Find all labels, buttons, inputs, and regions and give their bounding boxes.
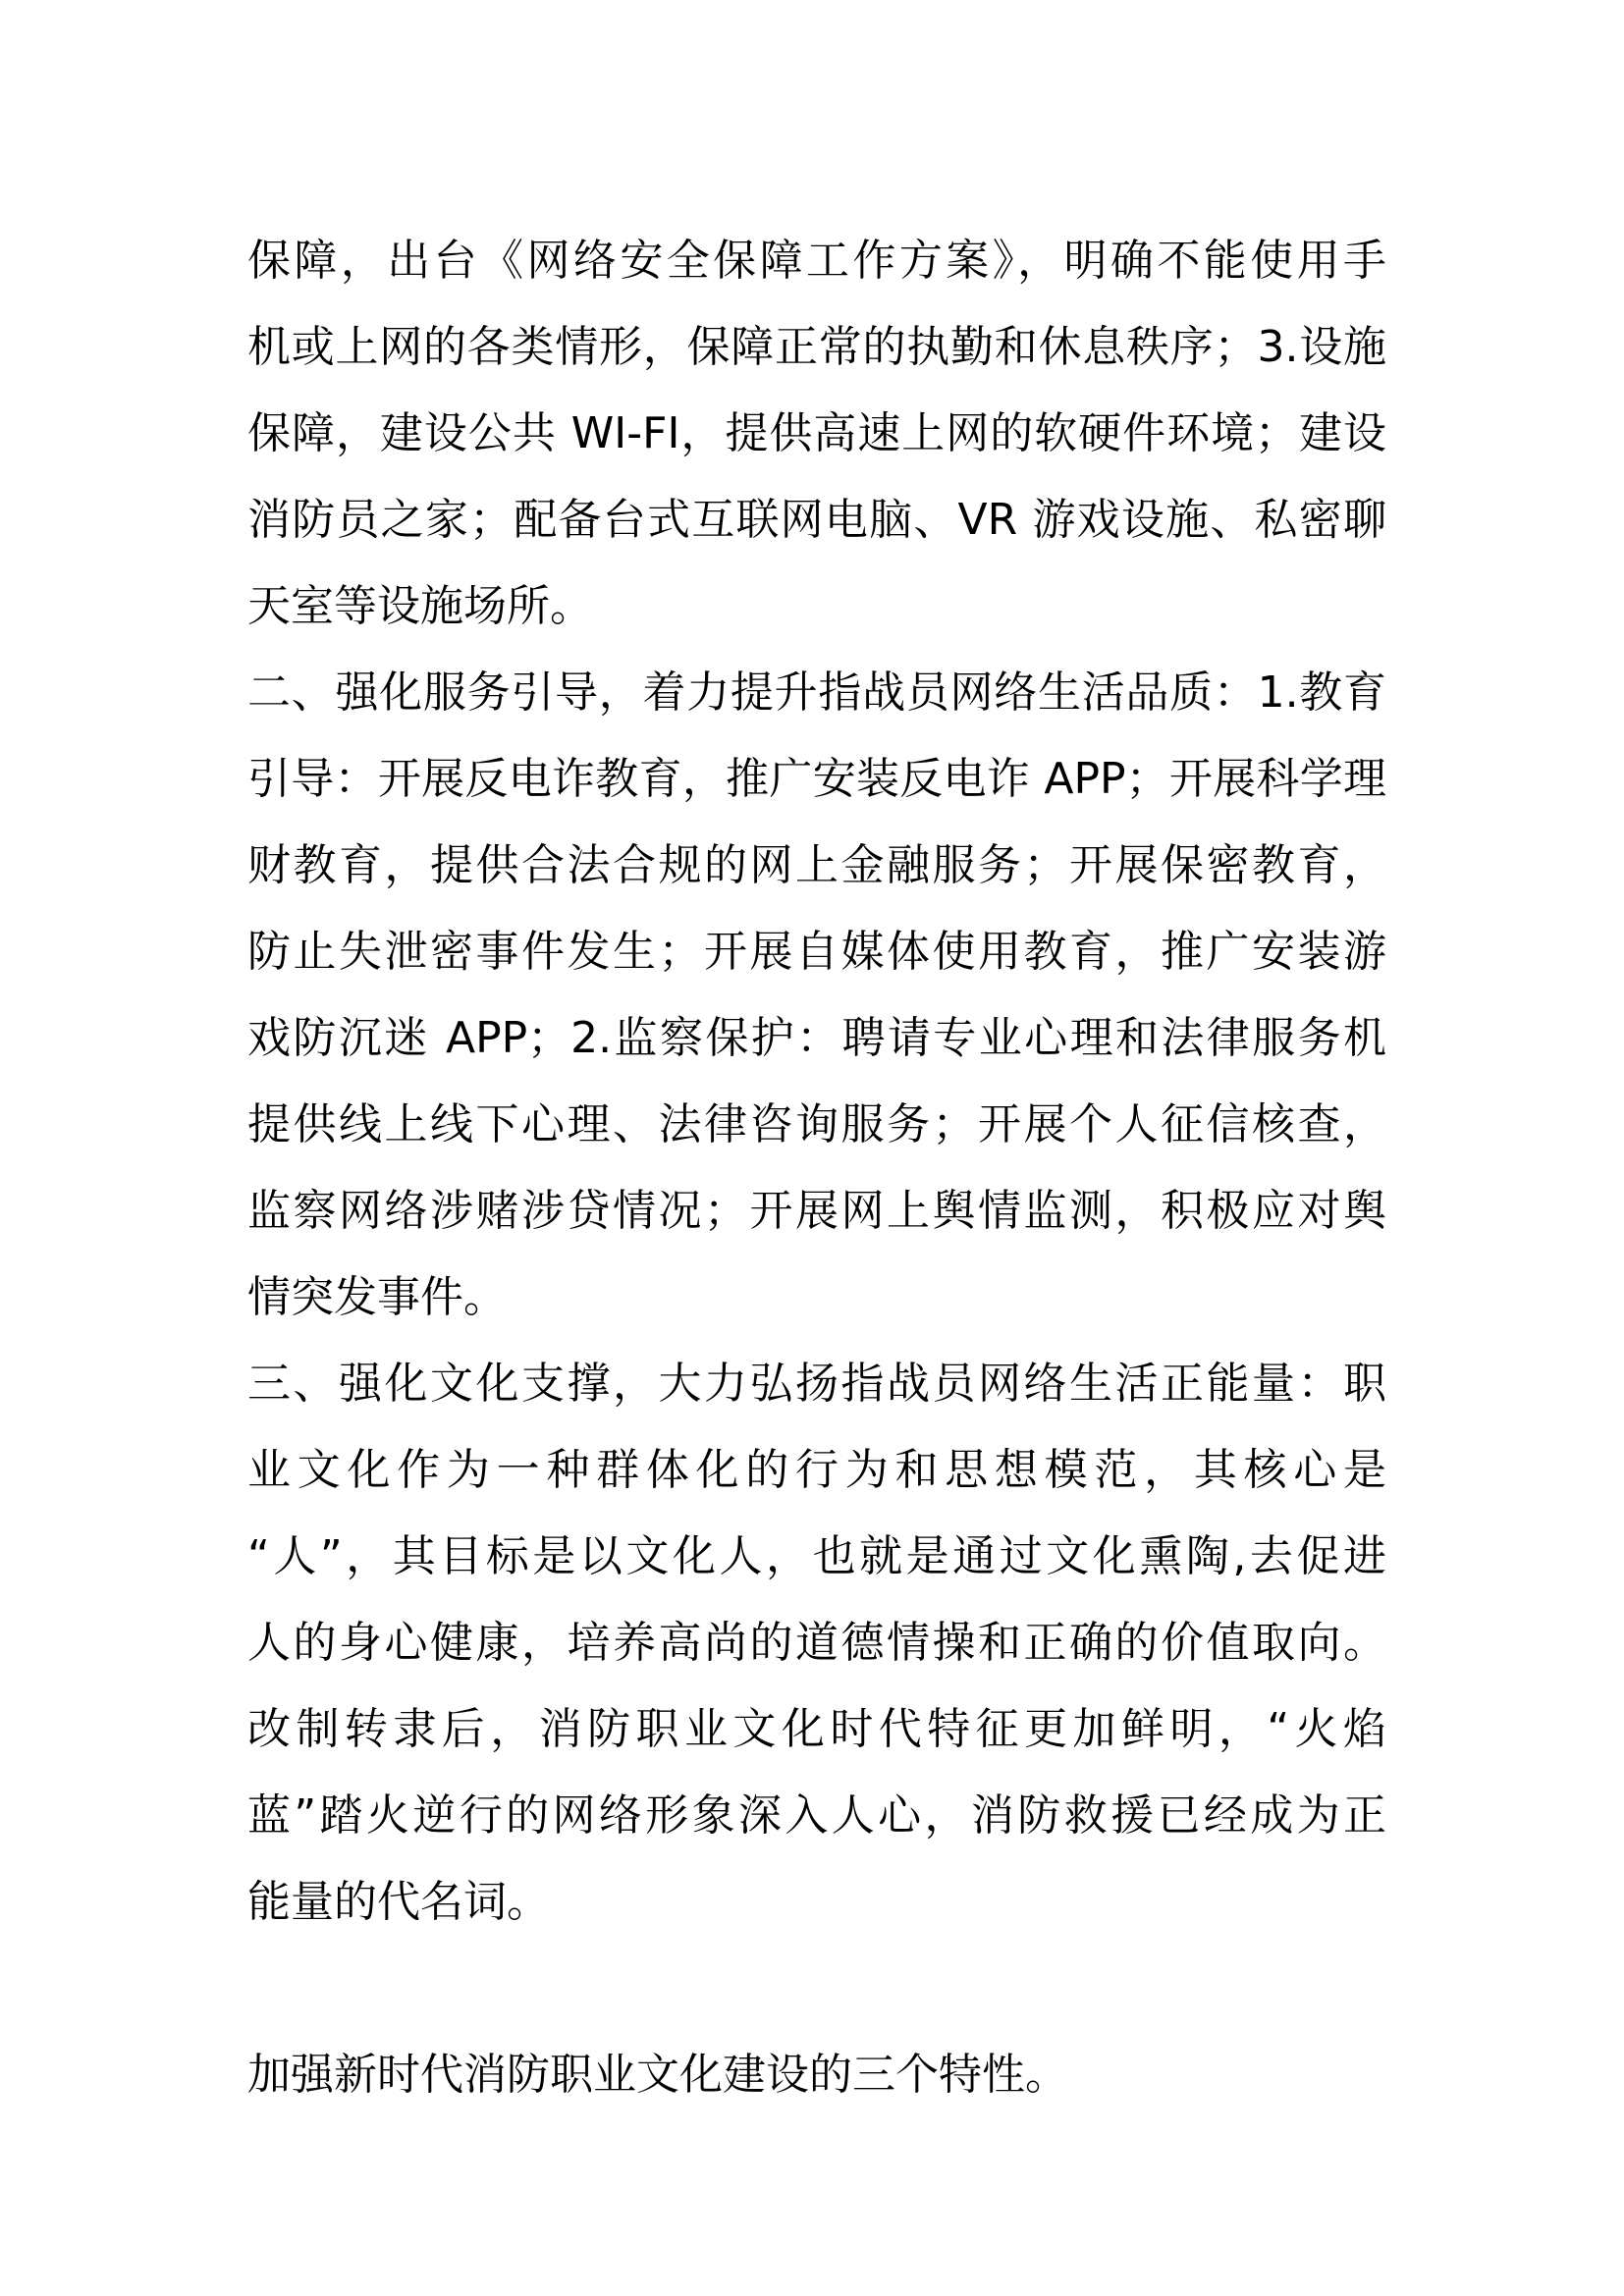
paragraph-gap: [247, 1946, 1386, 2032]
text-line: 提供线上线下心理、法律咨询服务；开展个人征信核查，: [247, 1099, 1386, 1149]
text-line: 机或上网的各类情形，保障正常的执勤和休息秩序；3.设施: [247, 322, 1386, 372]
text-line: 能量的代名词。: [247, 1877, 550, 1927]
text-line: 改制转隶后，消防职业文化时代特征更加鲜明，“火焰: [247, 1704, 1386, 1754]
text-line: “人”，其目标是以文化人，也就是通过文化熏陶,去促进: [247, 1531, 1386, 1581]
text-line: 天室等设施场所。: [247, 581, 593, 631]
text-line: 财教育，提供合法合规的网上金融服务；开展保密教育，: [247, 840, 1386, 890]
text-line: 加强新时代消防职业文化建设的三个特性。: [247, 2050, 1068, 2100]
document-body: [247, 218, 1386, 2118]
text-line: 业文化作为一种群体化的行为和思想模范，其核心是: [247, 1445, 1386, 1495]
text-line: 引导：开展反电诈教育，推广安装反电诈 APP；开展科学理: [247, 754, 1386, 804]
text-line: 情突发事件。: [247, 1272, 507, 1322]
text-line: 人的身心健康，培养高尚的道德情操和正确的价值取向。: [247, 1618, 1386, 1668]
text-line: 保障，出台《网络安全保障工作方案》，明确不能使用手: [247, 236, 1386, 286]
text-line: 三、强化文化支撑，大力弘扬指战员网络生活正能量：职: [247, 1359, 1386, 1409]
text-line: 消防员之家；配备台式互联网电脑、VR 游戏设施、私密聊: [247, 495, 1386, 545]
text-line: 二、强化服务引导，着力提升指战员网络生活品质：1.教育: [247, 667, 1386, 718]
text-line: 戏防沉迷 APP；2.监察保护：聘请专业心理和法律服务机: [247, 1013, 1386, 1063]
text-line: 保障，建设公共 WI-FI，提供高速上网的软硬件环境；建设: [247, 408, 1386, 458]
text-line: 监察网络涉赌涉贷情况；开展网上舆情监测，积极应对舆: [247, 1186, 1386, 1236]
text-line: 蓝”踏火逆行的网络形象深入人心，消防救援已经成为正: [247, 1790, 1386, 1841]
text-line: 防止失泄密事件发生；开展自媒体使用教育，推广安装游: [247, 927, 1386, 977]
